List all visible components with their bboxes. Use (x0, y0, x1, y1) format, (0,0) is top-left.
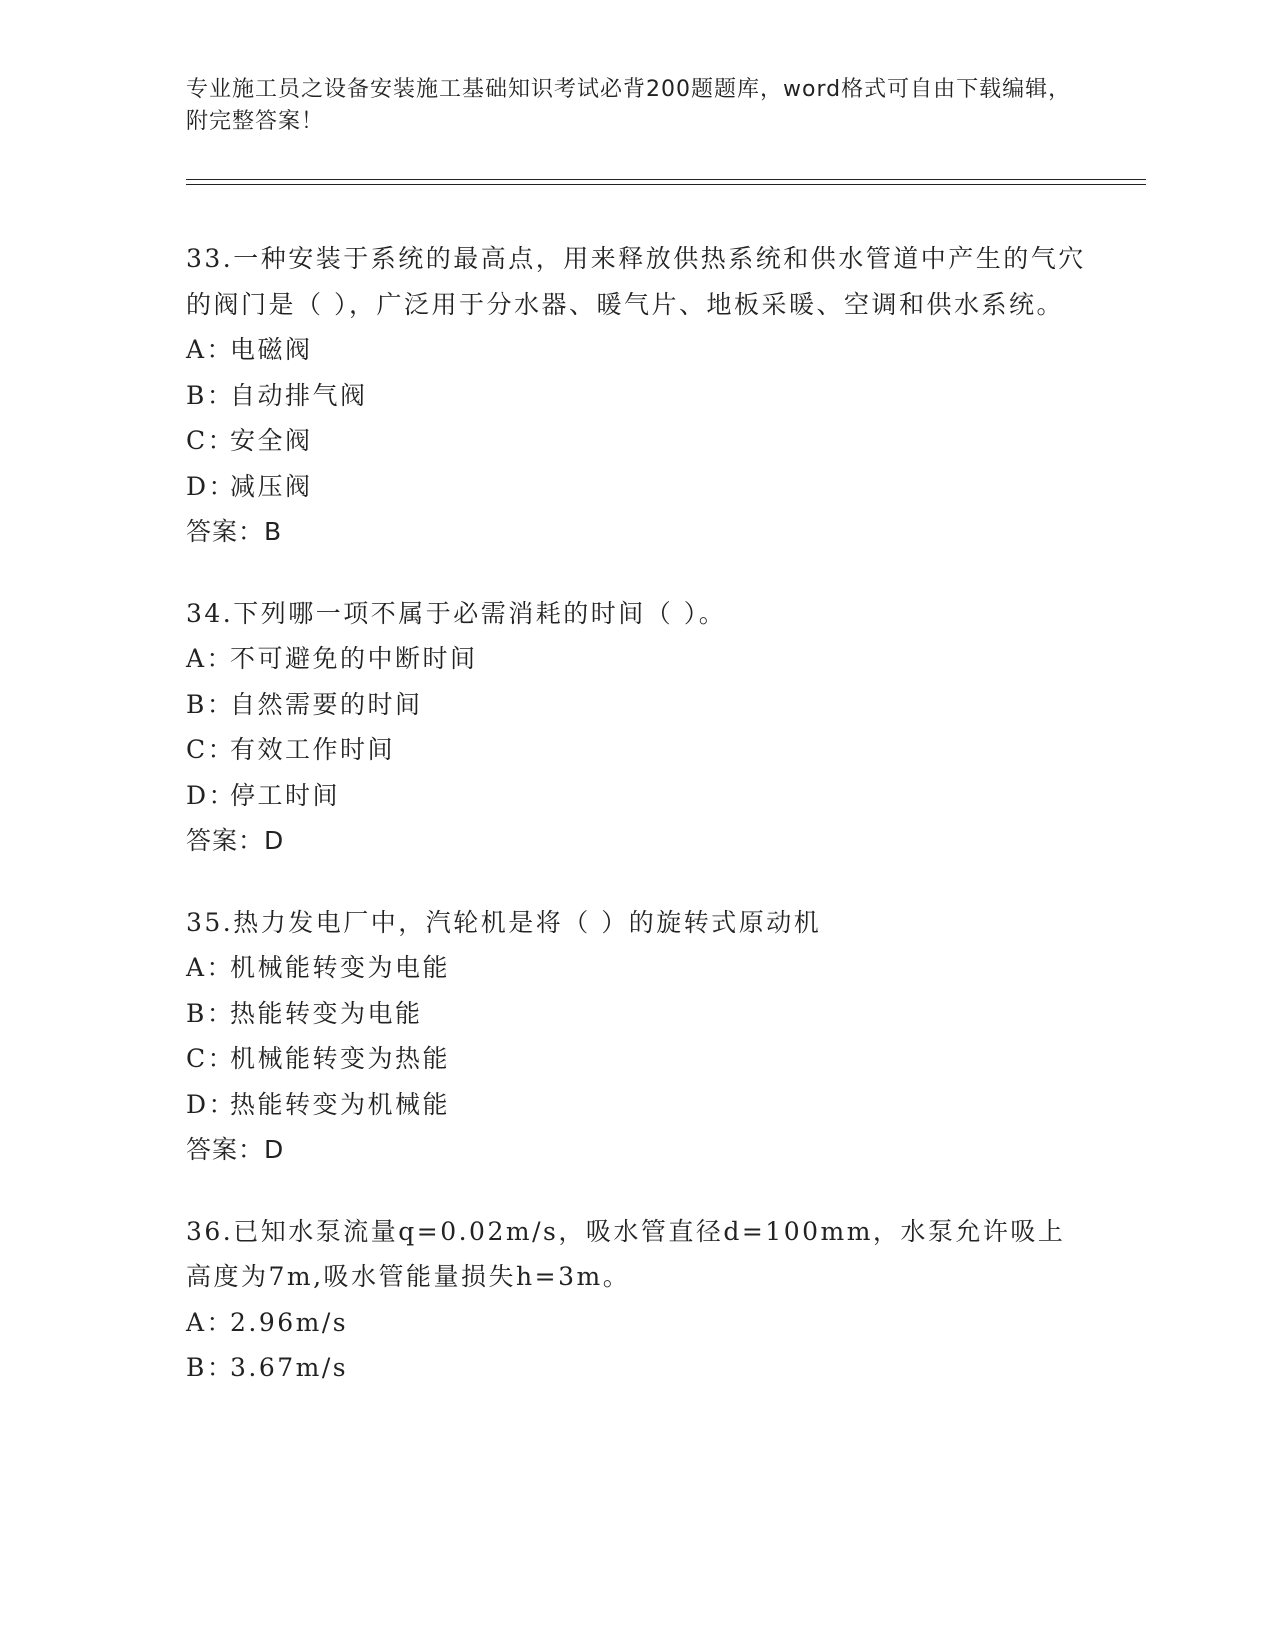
option-letter: B： (186, 380, 235, 410)
question-text: 33.一种安装于系统的最高点，用来释放供热系统和供水管道中产生的气穴的阀门是（ ），广泛用于分水器、暖气片、地板采暖、空调和供水系统。 (186, 244, 1086, 319)
option-letter: B： (186, 1353, 235, 1382)
option-letter: A： (186, 644, 235, 673)
option-text: 安全阀 (230, 426, 313, 455)
option-text: 3.67m/s (230, 1353, 349, 1382)
answer-line: 答案：B (186, 517, 283, 546)
option-text: 减压阀 (230, 471, 313, 501)
option-a (186, 327, 1086, 373)
option-letter: D： (186, 1089, 237, 1119)
option-text: 电磁阀 (230, 335, 313, 364)
question-text: 36.已知水泵流量q=0.02m/s，吸水管直径d=100mm，水泵允许吸上高度为7m,吸水管能量损失h=3m。 (186, 1216, 1066, 1291)
header-divider-top (186, 179, 1146, 180)
question-36 (186, 1209, 1086, 1391)
document-title: 专业施工员之设备安装施工基础知识考试必背200题题库，word格式可自由下载编辑，附完整答案！ (186, 77, 1072, 134)
option-text: 机械能转变为热能 (230, 1044, 451, 1073)
option-letter: C： (186, 1044, 236, 1073)
option-b (186, 1345, 1086, 1391)
option-text: 热能转变为电能 (230, 998, 423, 1028)
option-letter: D： (186, 780, 237, 810)
option-letter: B： (186, 689, 235, 719)
option-text: 机械能转变为电能 (230, 953, 451, 982)
question-list (186, 236, 1086, 1427)
option-b (186, 991, 1086, 1037)
answer-line: 答案：D (186, 1135, 285, 1164)
option-a (186, 636, 1086, 682)
answer-line: 答案：D (186, 826, 285, 855)
question-text: 35.热力发电厂中，汽轮机是将（ ）的旋转式原动机 (186, 907, 822, 937)
option-d (186, 464, 1086, 510)
option-text: 自动排气阀 (230, 380, 368, 410)
option-a (186, 945, 1086, 991)
option-letter: C： (186, 426, 236, 455)
option-c (186, 727, 1086, 773)
option-a (186, 1300, 1086, 1346)
question-35 (186, 900, 1086, 1173)
option-c (186, 1036, 1086, 1082)
option-letter: C： (186, 735, 236, 764)
option-b (186, 373, 1086, 419)
option-text: 热能转变为机械能 (230, 1089, 451, 1119)
option-text: 不可避免的中断时间 (230, 644, 478, 673)
option-letter: B： (186, 998, 235, 1028)
question-33 (186, 236, 1086, 555)
option-b (186, 682, 1086, 728)
option-letter: A： (186, 335, 235, 364)
option-letter: A： (186, 1307, 235, 1337)
question-34 (186, 591, 1086, 864)
option-c (186, 418, 1086, 464)
option-letter: A： (186, 953, 235, 982)
option-d (186, 1082, 1086, 1128)
option-letter: D： (186, 471, 237, 501)
option-text: 2.96m/s (230, 1307, 349, 1337)
option-text: 有效工作时间 (230, 735, 396, 764)
option-text: 自然需要的时间 (230, 689, 423, 719)
header-divider-bottom (186, 184, 1146, 185)
question-text: 34.下列哪一项不属于必需消耗的时间（ ）。 (186, 598, 727, 628)
option-d (186, 773, 1086, 819)
option-text: 停工时间 (230, 780, 341, 810)
